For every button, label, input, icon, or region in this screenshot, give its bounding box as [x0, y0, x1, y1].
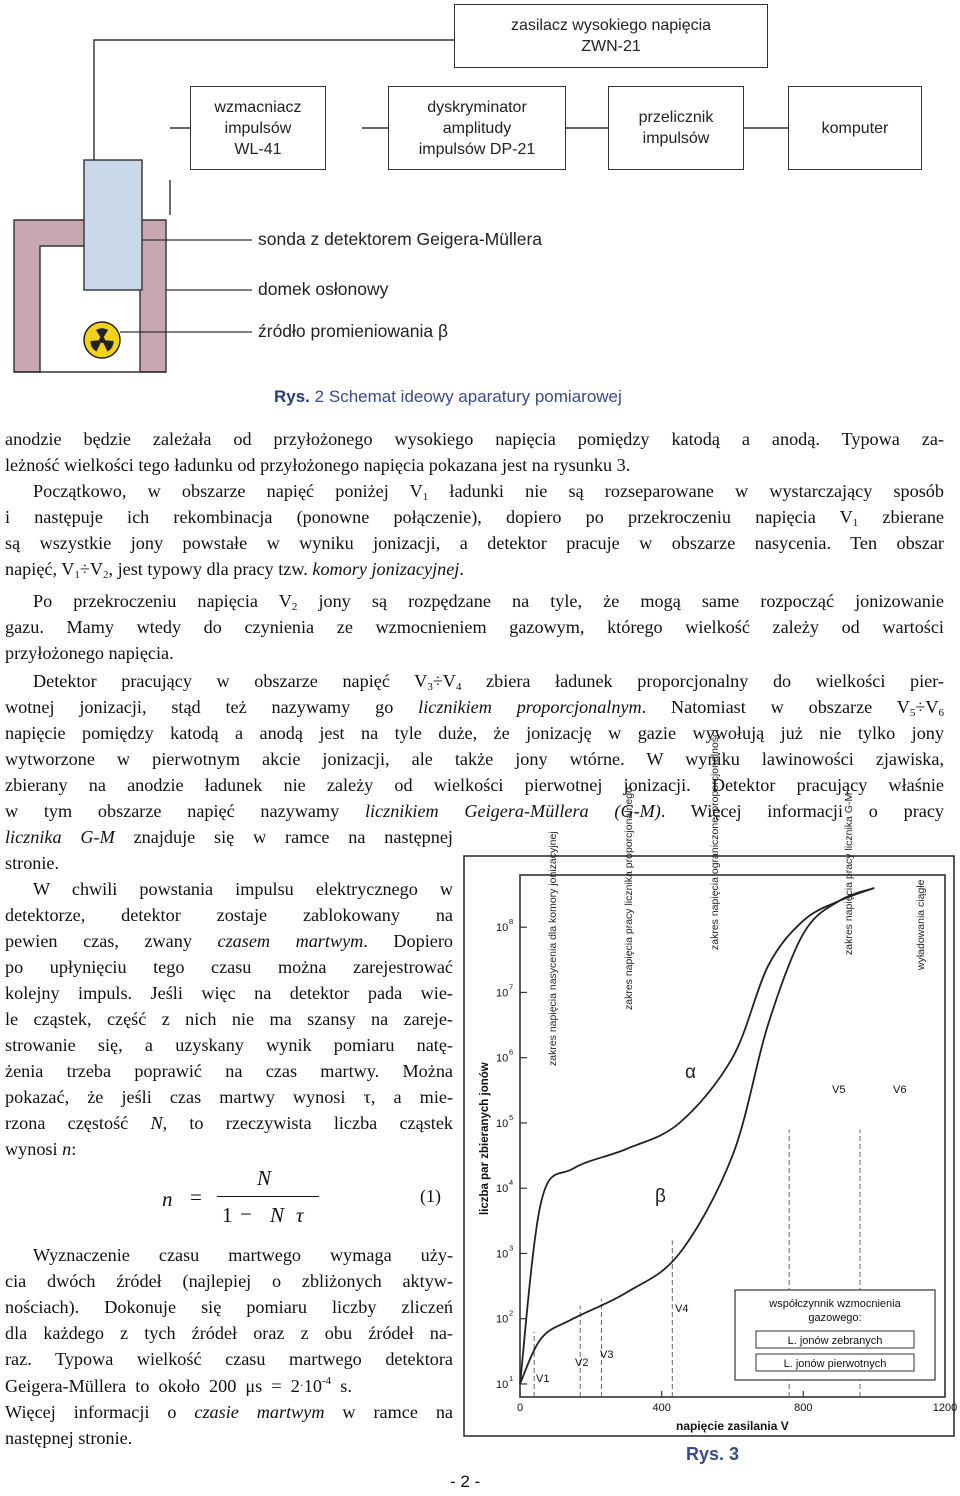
text-line: następnej stronie. — [5, 1428, 133, 1448]
subscript: 2 — [102, 569, 109, 581]
eq-one: 1 — [222, 1203, 233, 1227]
y-tick-exponent: 1 — [509, 1373, 514, 1383]
eq-numerator: N — [257, 1166, 272, 1190]
subscript: 3 — [427, 681, 433, 693]
text-span: . Dopiero — [363, 931, 453, 951]
text-line: zbierany na anodzie ładunek nie zależy od wielkości pierwotnej jonizacji. Detektor pracujący właśnie — [5, 775, 944, 795]
text-line: Wyznaczenie czasu martwego wymaga uży- — [33, 1245, 453, 1265]
text-span: . Natomiast w obszarze V — [641, 697, 910, 717]
text-span: jony są rozpędzane na tyle, że mogą same rozpocząć jonizowanie — [297, 591, 944, 611]
text-span: , jest typowy dla pracy tzw. — [108, 559, 313, 579]
eq-lhs: n — [162, 1187, 173, 1211]
y-tick-exponent: 6 — [509, 1047, 514, 1057]
text-line: stronie. — [5, 853, 60, 873]
text-line: W chwili powstania impulsu elektrycznego w — [33, 879, 453, 899]
computer-label: komputer — [821, 119, 889, 137]
italic-term: komory jonizacyjnej — [312, 559, 460, 579]
text-line — [5, 1110, 453, 1136]
text-span: , to rzeczywista liczba cząstek — [162, 1113, 453, 1133]
italic-term: N — [150, 1113, 163, 1133]
computer-box — [788, 86, 922, 170]
text-span: Początkowo, w obszarze napięć poniżej V — [33, 481, 423, 501]
text-span: ÷V — [915, 697, 939, 717]
tau-symbol: τ — [363, 1087, 371, 1107]
x-tick-label: 400 — [652, 1402, 671, 1414]
text-line: przyłożonego napięcia. — [5, 643, 174, 663]
eq-number: (1) — [420, 1186, 441, 1206]
eq-minus: − — [240, 1202, 252, 1226]
text-line — [5, 504, 944, 530]
y-tick-label: 10 — [496, 922, 509, 935]
probe — [84, 160, 142, 290]
text-line: le cząstek, część z nich nie ma szansy na zareje- — [5, 1009, 453, 1029]
left-column-text — [5, 824, 453, 1162]
subscript: 1 — [852, 517, 859, 529]
subscript: 1 — [422, 491, 429, 503]
caption-prefix: Rys. — [274, 387, 310, 406]
text-span: w tym obszarze napięć nazywamy — [5, 801, 365, 821]
shield-label: domek osłonowy — [258, 279, 389, 299]
text-line — [5, 824, 453, 850]
text-span: pokazać, że jeśli czas martwy wynosi — [5, 1087, 364, 1107]
counter-label: przelicznik impulsów — [638, 109, 714, 147]
x-tick-label: 1200 — [932, 1402, 958, 1414]
eq-equals: = — [190, 1185, 202, 1209]
page-number: - 2 - — [450, 1472, 481, 1491]
power-supply-box — [454, 4, 768, 68]
paragraph-3 — [5, 588, 944, 666]
region-label-gm: zakres napięcia pracy licznika G-M — [843, 792, 855, 955]
italic-term: licznikiem Geigera-Müllera (G-M) — [364, 801, 661, 821]
legend-numerator: L. jonów zebranych — [787, 1335, 883, 1347]
text-line: po upłynięciu tego czasu można zarejestrować — [5, 957, 453, 977]
gain-legend — [735, 1290, 935, 1380]
text-line — [5, 1136, 453, 1162]
italic-term: licznikiem proporcjonalnym — [418, 697, 642, 717]
v-marker-1: V1 — [536, 1373, 550, 1385]
text-line: napięcie pomiędzy katodą a anodą jest na tyle duże, że jonizację w gazie wywołują już nie tylko jony — [5, 723, 944, 743]
text-line: anodzie będzie zależała od przyłożonego wysokiego napięcia pomiędzy katodą a anodą. Typowa za- — [5, 429, 944, 449]
text-line — [5, 1084, 453, 1110]
dot-operator: · — [299, 1378, 304, 1392]
v-marker-3: V3 — [600, 1349, 614, 1361]
text-span: wynosi — [5, 1139, 63, 1159]
y-tick-label: 10 — [496, 1313, 509, 1326]
text-line — [5, 668, 944, 694]
text-span: Po przekroczeniu napięcia V — [33, 591, 292, 611]
series-label-beta: β — [655, 1186, 666, 1207]
eq-tau: τ — [296, 1203, 304, 1227]
superscript: -4 — [321, 1375, 332, 1387]
source-label: źródło promieniowania β — [258, 321, 449, 341]
text-line: gazu. Mamy wtedy do czynienia ze wzmocnieniem gazowym, którego wielkość zależy od wartości — [5, 617, 944, 637]
eq-fraction-bar — [217, 1196, 319, 1197]
text-span: Więcej informacji o — [5, 1402, 195, 1422]
text-line: są wszystkie jony powstałe w wyniku jonizacji, a detektor pracuje w obszarze nasycenia. Ten obszar — [5, 533, 944, 553]
text-line: dla każdego z tych źródeł oraz z obu źródeł na- — [5, 1323, 453, 1343]
text-line — [5, 694, 944, 720]
text-span: : — [71, 1139, 77, 1159]
v-marker-2: V2 — [575, 1357, 589, 1369]
paragraph-4 — [5, 668, 944, 824]
x-tick-label: 0 — [516, 1402, 524, 1414]
text-span: zbierane — [858, 507, 944, 527]
amplifier-box — [190, 86, 326, 170]
counter-box — [608, 86, 744, 170]
y-axis-label: liczba par zbieranych jonów — [479, 1062, 491, 1215]
paragraph-1 — [5, 426, 944, 478]
y-tick-exponent: 4 — [509, 1178, 514, 1188]
y-tick-exponent: 8 — [509, 917, 514, 927]
subscript: 2 — [291, 601, 298, 613]
legend-denominator: L. jonów pierwotnych — [783, 1358, 887, 1370]
figure-3-caption: Rys. 3 — [686, 1444, 740, 1464]
text-line — [5, 1399, 453, 1425]
y-tick-exponent: 5 — [509, 1112, 514, 1122]
radiation-icon — [84, 322, 120, 358]
text-line: żenia trzeba poprawić na czas martwy. Można — [5, 1061, 453, 1081]
text-line: nościach). Dokonuje się pomiaru liczby zliczeń — [5, 1297, 453, 1317]
discriminator-label: dyskryminator amplitudy impulsów DP-21 — [418, 98, 536, 158]
region-label-ionization: zakres napięcia nasycenia dla komory jonizacyjnej — [547, 831, 559, 1066]
x-tick-label: 800 — [794, 1402, 813, 1414]
caption-text: Schemat ideowy aparatury pomiarowej — [328, 387, 622, 406]
discriminator-box — [388, 86, 566, 170]
italic-term: licznika G-M — [5, 827, 115, 847]
subscript: 1 — [74, 569, 80, 581]
y-tick-label: 10 — [496, 1378, 509, 1391]
y-tick-label: 10 — [496, 987, 509, 1000]
power-supply-label: zasilacz wysokiego napięcia ZWN-21 — [510, 17, 712, 55]
text-span: Detektor pracujący w obszarze napięć V — [33, 671, 428, 691]
italic-term: n — [62, 1139, 72, 1159]
y-tick-label: 10 — [496, 1183, 509, 1196]
subscript: 6 — [938, 707, 944, 719]
left-column-text-2 — [5, 1242, 453, 1451]
text-span: , a mie- — [370, 1087, 453, 1107]
text-line: detektorze, detektor zostaje zablokowany na — [5, 905, 453, 925]
probe-label: sonda z detektorem Geigera-Müllera — [258, 229, 543, 249]
italic-term: czasie martwym — [194, 1402, 325, 1422]
text-span: znajduje się w ramce na następnej — [114, 827, 453, 847]
text-line: leżność wielkości tego ładunku od przyłożonego napięcia pokazana jest na rysunku 3. — [5, 455, 631, 475]
text-span: s. — [331, 1376, 352, 1396]
text-span: rzona częstość — [5, 1113, 151, 1133]
y-tick-exponent: 2 — [509, 1308, 514, 1318]
text-span: napięć, V — [5, 559, 75, 579]
text-span: 10 — [303, 1376, 322, 1396]
text-span: zbiera ładunek proporcjonalny do wielkości pier- — [461, 671, 944, 691]
figure-2-caption — [274, 387, 622, 407]
paragraph-2 — [5, 478, 944, 582]
y-tick-exponent: 3 — [509, 1243, 514, 1253]
text-line: kolejny impuls. Jeśli więc na detektor pada wie- — [5, 983, 453, 1003]
text-line: strowanie się, a uzyskany wynik pomiaru natę- — [5, 1035, 453, 1055]
eq-N: N — [270, 1203, 285, 1227]
text-span: Geigera-Müllera to około 200 μs = 2 — [5, 1376, 300, 1396]
subscript: 5 — [909, 707, 916, 719]
text-span: . Więcej informacji o pracy — [660, 801, 944, 821]
text-span: w ramce na — [324, 1402, 453, 1422]
text-span: ładunki nie są rozseparowane w wystarczający sposób — [428, 481, 944, 501]
text-span: ÷V — [79, 559, 103, 579]
y-tick-exponent: 7 — [509, 982, 514, 992]
text-line: cia dwóch źródeł (najlepiej o zbliżonych aktyw- — [5, 1271, 453, 1291]
text-line: wytworzone w pierwotnym akcie jonizacji, ale także jony wtórne. W wyniku lawinowości zjawiska, — [5, 749, 944, 769]
text-line — [5, 478, 944, 504]
y-tick-label: 10 — [496, 1052, 509, 1065]
y-tick-label: 10 — [496, 1248, 509, 1261]
region-label-proportional: zakres napięcia pracy licznika proporcjonalnego — [623, 787, 635, 1010]
text-line — [5, 928, 453, 954]
text-span: wotnej jonizacji, stąd też nazywamy go — [5, 697, 419, 717]
v-marker-6: V6 — [893, 1084, 907, 1096]
amplifier-label: wzmacniacz impulsów WL-41 — [214, 98, 302, 158]
x-axis-label: napięcie zasilania V — [676, 1419, 789, 1433]
series-label-alpha: α — [685, 1062, 696, 1083]
v-marker-4: V4 — [675, 1303, 689, 1315]
text-line — [5, 588, 944, 614]
text-line — [5, 1372, 453, 1399]
caption-number: 2 — [314, 387, 325, 406]
y-tick-label: 10 — [496, 1117, 509, 1130]
text-line: napięć, $V_1\div V_2$, jest typowy dla pracy tzw. komory jonizacyjnej. — [5, 559, 464, 581]
italic-term: czasem martwym — [217, 931, 364, 951]
text-line: raz. Typowa wielkość czasu martwego detektora — [5, 1349, 453, 1369]
region-label-discharge: wyładowania ciągłe — [915, 879, 927, 970]
subscript: 4 — [455, 681, 462, 693]
v-marker-5: V5 — [832, 1084, 846, 1096]
legend-title: współczynnik wzmocnienia gazowego: — [769, 1298, 901, 1324]
text-line — [5, 798, 944, 824]
text-span: i następuje ich rekombinacja (ponowne połączenie), dopiero po przekroczeniu napięcia V — [5, 507, 853, 527]
text-span: ÷V — [432, 671, 456, 691]
region-label-limited: zakres napięcia ograniczonej proporcjonalności — [709, 729, 721, 950]
text-span: pewien czas, zwany — [5, 931, 218, 951]
